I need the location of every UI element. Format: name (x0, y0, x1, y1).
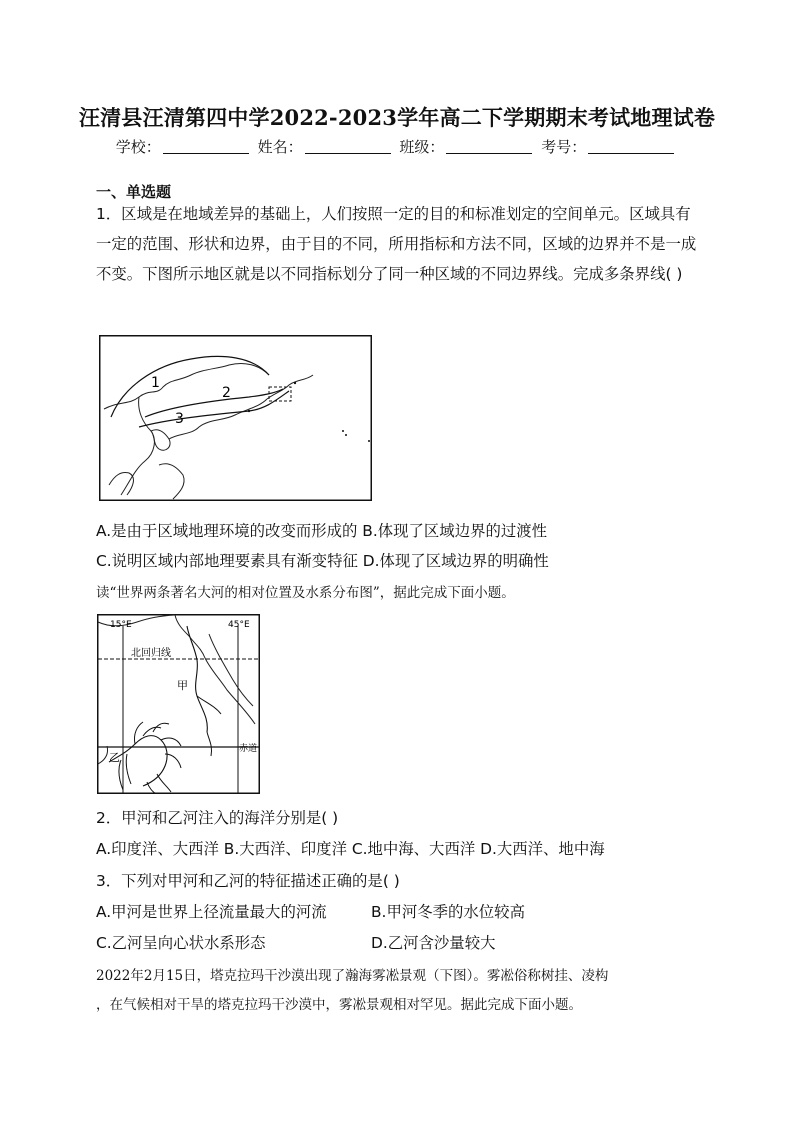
reading-intro-rime-line-1: 2022年2月15日，塔克拉玛干沙漠出现了瀚海雾凇景观（下图）。雾凇俗称树挂、凌构 (96, 968, 609, 984)
tropic-of-cancer-label: 北回归线 (131, 648, 171, 659)
reading-intro-rime-line-2: ，在气候相对干旱的塔克拉玛干沙漠中，雾凇景观相对罕见。据此完成下面小题。 (96, 997, 582, 1013)
question-1-options-cd: C.说明区域内部地理要素具有渐变特征 D.体现了区域边界的明确性 (96, 552, 549, 570)
id-label: 考号： (541, 138, 587, 156)
boundary-label-2: 2 (222, 385, 231, 401)
name-blank[interactable] (305, 139, 391, 154)
equator-label: 赤道 (239, 744, 258, 754)
class-label: 班级： (399, 138, 445, 156)
question-3-stem: 3．下列对甲河和乙河的特征描述正确的是( ) (96, 872, 400, 890)
river-jia-label: 甲 (177, 679, 188, 692)
question-1-stem: 1．区域是在地域差异的基础上，人们按照一定的目的和标准划定的空间单元。区域具有一定的范围、形状和边界，由于目的不同，所用指标和方法不同，区域的边界并不是一成不变。下图所示地区就是以不同指标划分了同一种区域的不同边界线。完成多条界线( ) (96, 205, 697, 283)
question-3-option-d: D.乙河含沙量较大 (371, 934, 496, 952)
question-2-stem: 2．甲河和乙河注入的海洋分别是( ) (96, 809, 339, 827)
student-info-line (0, 136, 794, 157)
question-3-option-c: C.乙河呈向心状水系形态 (96, 934, 266, 952)
exam-title: 汪清县汪清第四中学2022-2023学年高二下学期期末考试地理试卷 (78, 105, 716, 130)
river-yi-label: 乙 (109, 751, 120, 764)
school-label: 学校： (115, 138, 161, 156)
section-heading: 一、单选题 (96, 183, 172, 201)
longitude-15e-label: 15°E (110, 620, 132, 630)
reading-intro-rivers: 读“世界两条著名大河的相对位置及水系分布图”，据此完成下面小题。 (96, 585, 515, 601)
two-rivers-map (97, 614, 260, 794)
boundary-label-1: 1 (151, 375, 160, 391)
boundary-label-3: 3 (175, 411, 184, 427)
question-2-options: A.印度洋、大西洋 B.大西洋、印度洋 C.地中海、大西洋 D.大西洋、地中海 (96, 840, 605, 858)
id-blank[interactable] (588, 139, 674, 154)
question-1-options-ab: A.是由于区域地理环境的改变而形成的 B.体现了区域边界的过渡性 (96, 522, 548, 540)
school-blank[interactable] (163, 139, 249, 154)
question-3-option-b: B.甲河冬季的水位较高 (371, 903, 525, 921)
question-3-option-a: A.甲河是世界上径流量最大的河流 (96, 903, 327, 921)
name-label: 姓名： (257, 138, 303, 156)
longitude-45e-label: 45°E (228, 620, 250, 630)
class-blank[interactable] (446, 139, 532, 154)
region-boundary-map (99, 335, 372, 501)
